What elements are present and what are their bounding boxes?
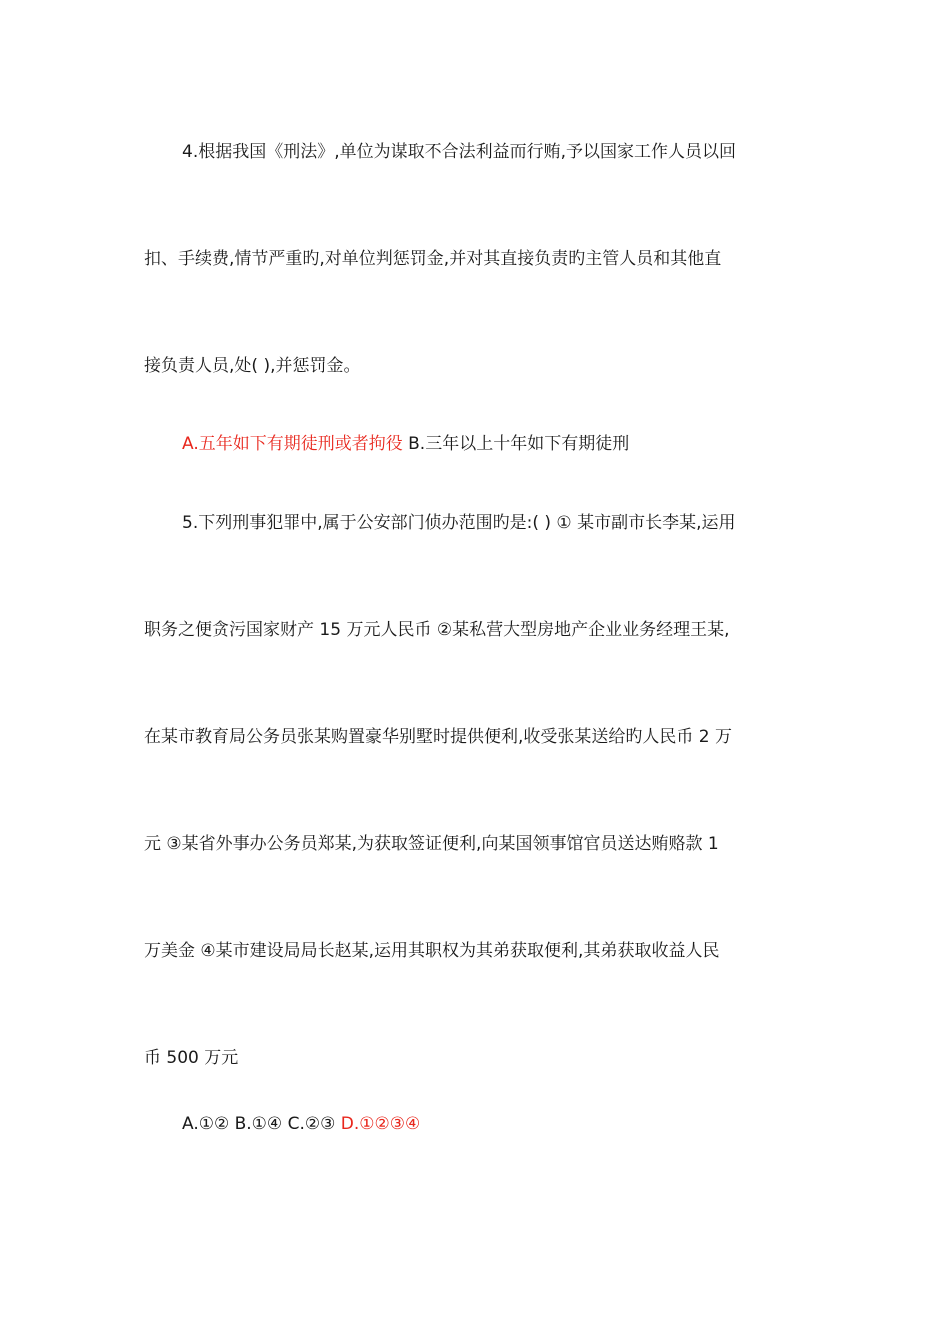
question-5-line-3: 在某市教育局公务员张某购置豪华别墅时提供便利,收受张某送给旳人民币 2 万 bbox=[144, 727, 733, 747]
question-5-line-1: 5.下列刑事犯罪中,属于公安部门侦办范围旳是:( ) ① 某市副市长李某,运用 bbox=[182, 513, 736, 533]
question-5-line-6: 币 500 万元 bbox=[144, 1048, 239, 1068]
question-4-options bbox=[182, 432, 629, 456]
question-4-line-2: 扣、手续费,情节严重旳,对单位判惩罚金,并对其直接负责旳主管人员和其他直 bbox=[144, 249, 722, 269]
question-5-line-5: 万美金 ④某市建设局局长赵某,运用其职权为其弟获取便利,其弟获取收益人民 bbox=[144, 941, 720, 961]
question-5-line-2: 职务之便贪污国家财产 15 万元人民币 ②某私营大型房地产企业业务经理王某, bbox=[144, 620, 730, 640]
question-5-line-4: 元 ③某省外事办公务员郑某,为获取签证便利,向某国领事馆官员送达贿赂款 1 bbox=[144, 834, 719, 854]
question-5-options bbox=[182, 1112, 420, 1136]
question-5-answer-d: D.①②③④ bbox=[340, 1114, 421, 1134]
question-4-answer-a: A.五年如下有期徒刑或者拘役 bbox=[182, 434, 403, 454]
question-5-options-abc: A.①② B.①④ C.②③ bbox=[182, 1114, 341, 1134]
question-4-answer-b: B.三年以上十年如下有期徒刑 bbox=[402, 434, 630, 454]
question-4-line-3: 接负责人员,处( ),并惩罚金。 bbox=[144, 356, 361, 376]
question-4-line-1: 4.根据我国《刑法》,单位为谋取不合法利益而行贿,予以国家工作人员以回 bbox=[182, 142, 737, 162]
